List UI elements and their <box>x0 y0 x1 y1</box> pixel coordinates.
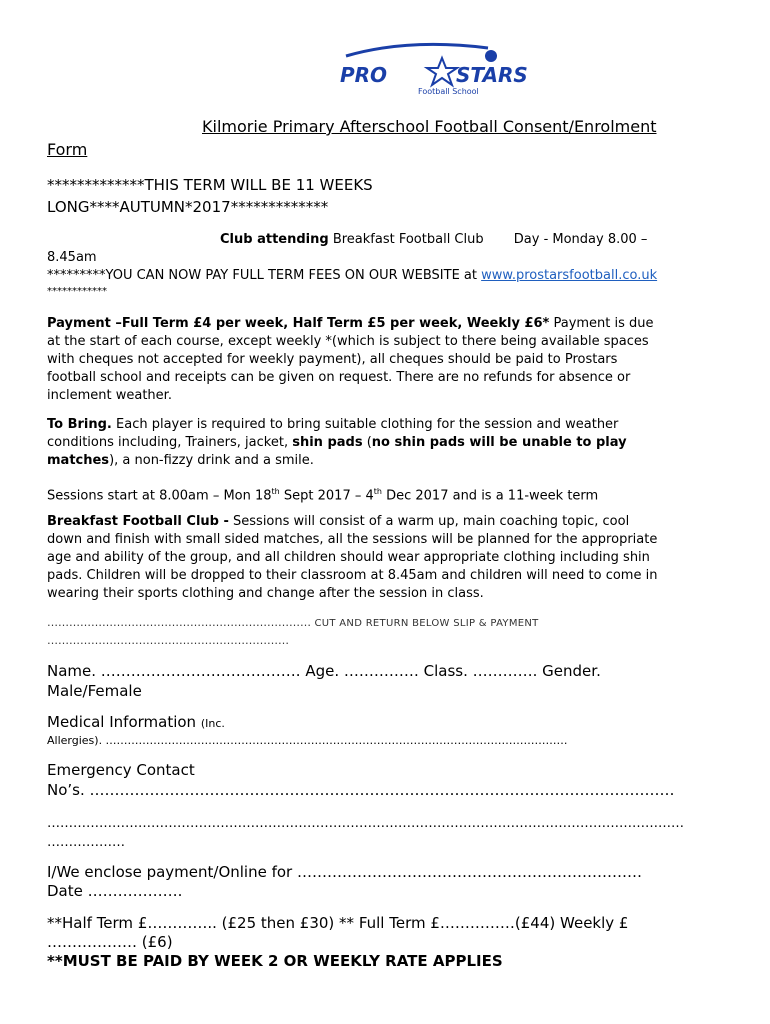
breakfast-paragraph <box>47 513 737 603</box>
breakfast-line1: Sessions will consist of a warm up, main coaching topic, cool <box>228 514 630 529</box>
logo-tagline: Football School <box>418 87 479 96</box>
logo-pro-text: PRO <box>340 63 388 87</box>
emergency-contact-label: Emergency Contact <box>47 761 195 779</box>
cut-dots2: ………………………………………………………… <box>47 634 289 647</box>
sessions-sup1: th <box>271 487 280 496</box>
extra-dots-line[interactable]: ………………………………………………………………………………………………………………………………… <box>47 816 684 831</box>
club-day: Day - Monday 8.00 – <box>513 232 648 247</box>
term-notice-line1: *************THIS TERM WILL BE 11 WEEKS <box>47 176 373 194</box>
club-attending <box>220 231 647 249</box>
title-line1: Kilmorie Primary Afterschool Football Consent/Enrolment <box>202 117 657 136</box>
payment-line4: football school and receipts can be given on request. There are no refunds for absence or <box>47 370 631 385</box>
matches-text: matches <box>47 453 110 468</box>
to-bring-paragraph <box>47 416 737 470</box>
football-icon <box>485 50 497 62</box>
pay-online-text: *********YOU CAN NOW PAY FULL TERM FEES ON OUR WEBSITE at <box>47 268 482 283</box>
title-line2: Form <box>47 140 88 159</box>
sessions-dates <box>47 483 598 505</box>
medical-information-field <box>47 712 225 734</box>
payment-paragraph <box>47 315 737 405</box>
cut-dots1: ……………………………………………………………… <box>47 616 315 629</box>
payment-line3: with cheques not accepted for weekly payment), all cheques should be paid to Prostars <box>47 352 618 367</box>
date-field[interactable]: Date ………………. <box>47 882 183 900</box>
allergies-field[interactable]: Allergies). ……………………………………………………………………………………………………………… <box>47 734 568 747</box>
breakfast-line5: wearing their sports clothing and change after the session in class. <box>47 586 484 601</box>
star-icon <box>427 58 457 85</box>
to-bring-text1: Each player is required to bring suitable clothing for the session and weather <box>111 417 619 432</box>
website-link[interactable]: www.prostarsfootball.co.uk <box>481 268 658 283</box>
payment-enclosed-field[interactable]: I/We enclose payment/Online for …………………………………………………………… <box>47 863 642 881</box>
emergency-contact-field[interactable]: No’s. ……………………………………………………………………………………………………… <box>47 781 675 799</box>
to-bring-label: To Bring. <box>47 417 112 432</box>
sessions-text-a: Sessions start at 8.00am – Mon 18 <box>47 488 272 504</box>
cut-instruction: CUT AND RETURN BELOW SLIP & PAYMENT <box>314 618 539 629</box>
to-bring-text2: conditions including, Trainers, jacket, <box>47 435 293 450</box>
payment-line2: at the start of each course, except weekly *(which is subject to there being available spaces <box>47 334 649 349</box>
breakfast-label: Breakfast Football Club - <box>47 514 229 529</box>
breakfast-line4: pads. Children will be dropped to their classroom at 8.45am and children will need to come in <box>47 568 658 583</box>
extra-dots-short[interactable]: ……………… <box>47 835 125 850</box>
to-bring-paren: ( <box>362 435 372 450</box>
breakfast-line2: down and finish with small sided matches, all the sessions will be planned for the appropriate <box>47 532 658 547</box>
term-notice-line2: LONG****AUTUMN*2017************* <box>47 198 329 216</box>
to-bring-text3: ), a non-fizzy drink and a smile. <box>109 453 314 468</box>
club-value: Breakfast Football Club <box>332 232 484 247</box>
weekly-amount-field[interactable]: ……………… (£6) <box>47 933 173 951</box>
payment-line5: inclement weather. <box>47 388 172 403</box>
pay-online <box>47 267 657 285</box>
shin-pads-text: shin pads <box>292 435 363 450</box>
prostars-logo <box>338 40 560 100</box>
sessions-text-b: Sept 2017 – 4 <box>279 488 374 504</box>
payment-text1: Payment is due <box>549 316 654 331</box>
payment-heading: Payment –Full Term £4 per week, Half Term £5 per week, Weekly £6* <box>47 316 550 331</box>
medical-label: Medical Information <box>47 713 201 731</box>
term-amount-field[interactable]: **Half Term £………….. (£25 then £30) ** Full Term £……………(£44) Weekly £ <box>47 914 629 932</box>
payment-deadline-notice: **MUST BE PAID BY WEEK 2 OR WEEKLY RATE APPLIES <box>47 952 503 970</box>
no-shin-pads-warning: no shin pads will be unable to play <box>371 435 627 450</box>
logo-graphic <box>338 40 560 100</box>
breakfast-line3: age and ability of the group, and all children should wear appropriate clothing including shin <box>47 550 650 565</box>
cut-line <box>47 615 539 632</box>
club-label: Club attending <box>220 232 329 247</box>
logo-stars-text: STARS <box>456 63 528 87</box>
gender-options[interactable]: Male/Female <box>47 682 142 700</box>
sessions-text-c: Dec 2017 and is a 11-week term <box>381 488 599 504</box>
medical-inc: (Inc. <box>200 717 225 730</box>
name-age-class-gender-field[interactable]: Name. …………………………………. Age. …………… Class. …………. Gender. <box>47 662 601 680</box>
club-time: 8.45am <box>47 250 97 265</box>
sessions-sup2: th <box>373 487 382 496</box>
pay-online-stars: ************ <box>47 286 107 297</box>
